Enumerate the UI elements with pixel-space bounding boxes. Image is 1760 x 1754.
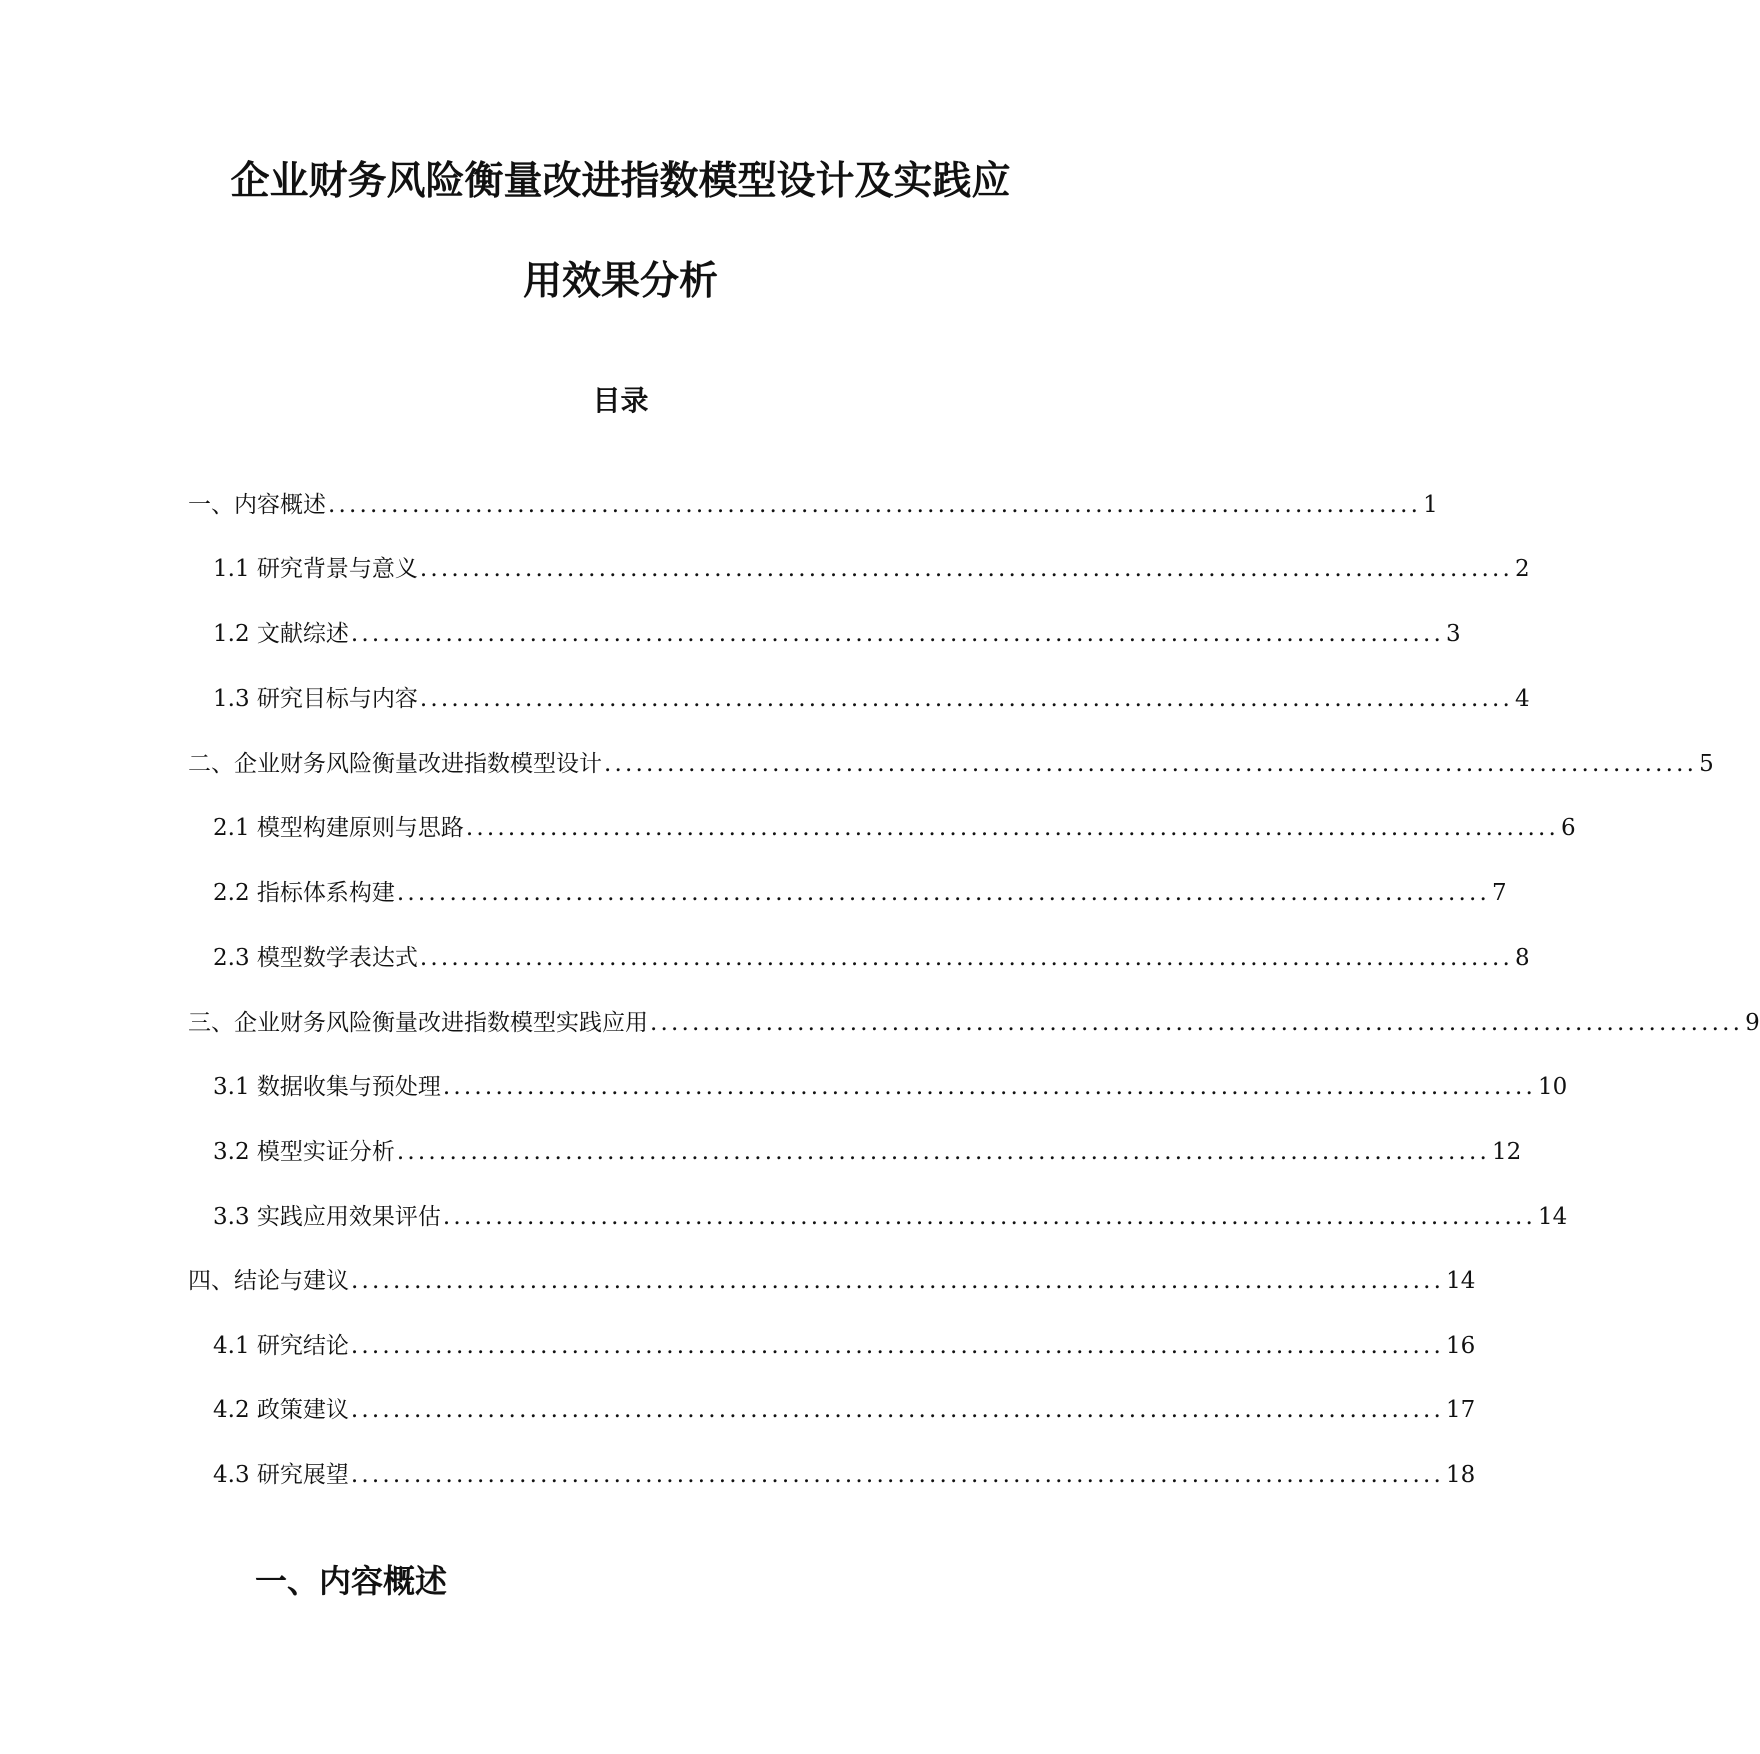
toc-entry-label: 4.3 研究展望 [213, 1462, 349, 1488]
toc-entry-page: 2 [1515, 556, 1530, 582]
toc-entry-label: 2.1 模型构建原则与思路 [213, 815, 464, 841]
toc-entry[interactable] [213, 1394, 1476, 1426]
toc-entry-label: 1.1 研究背景与意义 [213, 556, 418, 582]
toc-leader-dots: ........................................................................................................ [351, 1268, 1445, 1294]
toc-entry[interactable] [213, 683, 1530, 715]
document-title-line-1: 企业财务风险衡量改进指数模型设计及实践应 [230, 158, 1011, 204]
toc-entry-page: 14 [1538, 1204, 1568, 1230]
toc-entry[interactable] [213, 942, 1530, 974]
toc-entry-page: 7 [1492, 880, 1507, 906]
toc-entry-page: 4 [1515, 686, 1530, 712]
toc-leader-dots: ........................................................................................................ [396, 1139, 1491, 1165]
toc-leader-dots: ........................................................................................................ [442, 1204, 1537, 1230]
toc-leader-dots: ........................................................................................................ [350, 621, 1445, 647]
toc-entry[interactable] [213, 618, 1461, 650]
toc-entry-page: 8 [1515, 945, 1530, 971]
toc-entry-page: 1 [1423, 492, 1438, 518]
toc-entry[interactable] [213, 1136, 1522, 1168]
toc-entry-page: 3 [1446, 621, 1461, 647]
toc-entry-label: 二、企业财务风险衡量改进指数模型设计 [188, 751, 602, 777]
toc-leader-dots: ........................................................................................................ [419, 556, 1514, 582]
toc-entry[interactable] [213, 1459, 1476, 1491]
toc-entry-page: 18 [1446, 1462, 1476, 1488]
toc-leader-dots: ........................................................................................................ [650, 1010, 1744, 1036]
toc-leader-dots: ........................................................................................................ [419, 945, 1514, 971]
toc-entry[interactable] [188, 1007, 1760, 1039]
toc-entry-label: 2.3 模型数学表达式 [213, 945, 418, 971]
toc-entry[interactable] [213, 553, 1530, 585]
toc-leader-dots: ........................................................................................................ [350, 1333, 1445, 1359]
toc-entry-page: 12 [1492, 1139, 1522, 1165]
document-title-line-2: 用效果分析 [522, 258, 718, 304]
toc-entry-label: 4.1 研究结论 [213, 1333, 349, 1359]
toc-entry[interactable] [188, 748, 1714, 780]
toc-leader-dots: ........................................................................................................ [465, 815, 1560, 841]
toc-entry-label: 3.3 实践应用效果评估 [213, 1204, 441, 1230]
toc-heading: 目录 [592, 384, 649, 417]
toc-entry-label: 3.1 数据收集与预处理 [213, 1074, 441, 1100]
toc-entry-page: 17 [1446, 1397, 1476, 1423]
toc-entry-page: 5 [1699, 751, 1714, 777]
toc-entry-page: 14 [1446, 1268, 1476, 1294]
toc-entry-page: 9 [1745, 1010, 1760, 1036]
section-heading: 一、内容概述 [255, 1562, 448, 1600]
toc-entry[interactable] [188, 1265, 1476, 1297]
toc-entry-label: 4.2 政策建议 [213, 1397, 349, 1423]
toc-entry[interactable] [213, 877, 1507, 909]
toc-entry-label: 四、结论与建议 [188, 1268, 349, 1294]
toc-entry-label: 三、企业财务风险衡量改进指数模型实践应用 [188, 1010, 648, 1036]
toc-entry[interactable] [188, 489, 1438, 521]
toc-entry-label: 3.2 模型实证分析 [213, 1139, 395, 1165]
toc-leader-dots: ........................................................................................................ [604, 751, 1698, 777]
toc-entry-label: 2.2 指标体系构建 [213, 880, 395, 906]
toc-entry[interactable] [213, 812, 1576, 844]
toc-entry-label: 一、内容概述 [188, 492, 326, 518]
toc-entry-page: 16 [1446, 1333, 1476, 1359]
toc-entry-page: 10 [1538, 1074, 1568, 1100]
toc-leader-dots: ........................................................................................................ [419, 686, 1514, 712]
toc-leader-dots: ........................................................................................................ [396, 880, 1491, 906]
toc-leader-dots: ........................................................................................................ [350, 1462, 1445, 1488]
toc-entry-page: 6 [1561, 815, 1576, 841]
toc-leader-dots: ........................................................................................................ [350, 1397, 1445, 1423]
toc-entry[interactable] [213, 1201, 1568, 1233]
toc-entry[interactable] [213, 1071, 1568, 1103]
toc-entry-label: 1.3 研究目标与内容 [213, 686, 418, 712]
toc-entry-label: 1.2 文献综述 [213, 621, 349, 647]
toc-leader-dots: ........................................................................................................ [442, 1074, 1537, 1100]
toc-entry[interactable] [213, 1330, 1476, 1362]
toc-leader-dots: ........................................................................................................ [328, 492, 1422, 518]
